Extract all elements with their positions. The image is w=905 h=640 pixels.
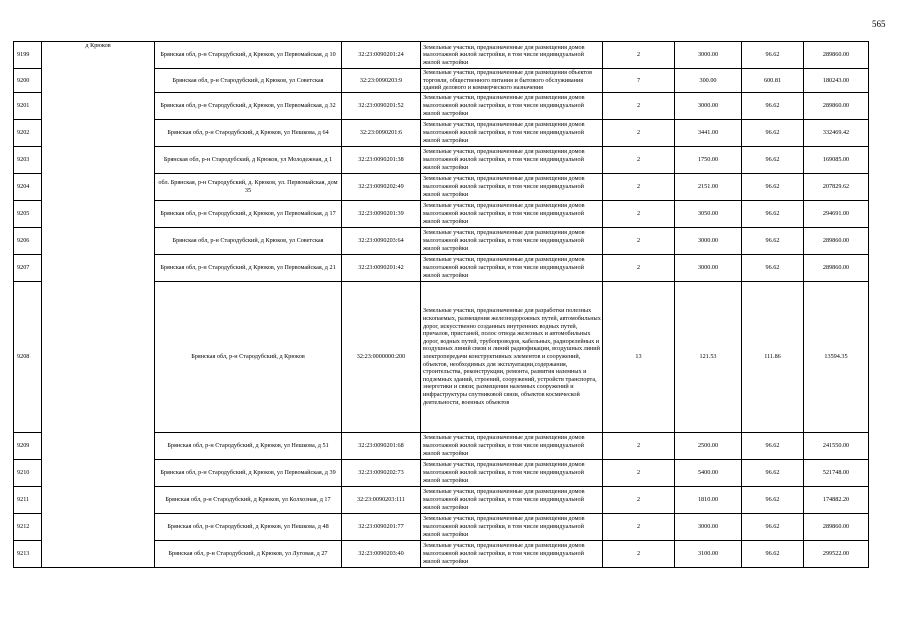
area-cell: 2151.00 (675, 173, 742, 200)
cadastral-value-cell: 332469.42 (804, 119, 869, 146)
row-number: 9213 (14, 540, 42, 567)
rate-cell: 96.62 (742, 146, 804, 173)
cadastral-value-cell: 169085.00 (804, 146, 869, 173)
land-purpose-cell: Земельные участки, предназначенные для размещения домов малоэтажной жилой застройки, в том числе индивидуальной жилой застройки (421, 486, 603, 513)
cadastral-number-cell: 32:23:0090201:77 (342, 513, 421, 540)
rate-cell: 96.62 (742, 227, 804, 254)
table-body (14, 42, 869, 568)
address-cell: Брянская обл, р-н Стародубский, д Крюков, ул Луговая, д 27 (155, 540, 342, 567)
rate-cell: 96.62 (742, 513, 804, 540)
area-cell: 3050.00 (675, 200, 742, 227)
cadastral-number-cell: 32:23:0090201:42 (342, 254, 421, 281)
cadastral-value-cell: 180243.00 (804, 69, 869, 93)
address-cell: Брянская обл, р-н Стародубский, д Крюков, ул Первомайская, д 32 (155, 92, 342, 119)
cadastral-number-cell: 32:23:0090201:38 (342, 146, 421, 173)
row-number: 9205 (14, 200, 42, 227)
rate-cell: 96.62 (742, 173, 804, 200)
land-purpose-cell: Земельные участки, предназначенные для размещения домов малоэтажной жилой застройки, в том числе индивидуальной жилой застройки (421, 92, 603, 119)
group-cell: 2 (603, 146, 675, 173)
land-purpose-cell: Земельные участки, предназначенные для размещения объектов торговли, общественного питания и бытового обслуживания зданий делового и коммерческого назначения (421, 69, 603, 93)
cadastral-value-cell: 289860.00 (804, 42, 869, 69)
land-purpose-cell: Земельные участки, предназначенные для размещения домов малоэтажной жилой застройки, в том числе индивидуальной жилой застройки (421, 432, 603, 459)
area-cell: 2500.00 (675, 432, 742, 459)
rate-cell: 96.62 (742, 42, 804, 69)
cadastral-number-cell: 32:23:0090201:39 (342, 200, 421, 227)
row-number: 9204 (14, 173, 42, 200)
cadastral-number-cell: 32:23:0090203:40 (342, 540, 421, 567)
area-cell: 3000.00 (675, 92, 742, 119)
cadastral-number-cell: 32:23:0000000:200 (342, 281, 421, 432)
cadastral-number-cell: 32:23:0090201:24 (342, 42, 421, 69)
row-number: 9200 (14, 69, 42, 93)
row-number: 9202 (14, 119, 42, 146)
cadastral-value-cell: 241550.00 (804, 432, 869, 459)
row-number: 9210 (14, 459, 42, 486)
rate-cell: 96.62 (742, 432, 804, 459)
group-cell: 13 (603, 281, 675, 432)
area-cell: 3000.00 (675, 227, 742, 254)
area-cell: 300.00 (675, 69, 742, 93)
group-cell: 2 (603, 119, 675, 146)
cadastral-value-cell: 289860.00 (804, 92, 869, 119)
group-cell: 2 (603, 513, 675, 540)
cadastral-value-cell: 294691.00 (804, 200, 869, 227)
cadastral-value-cell: 289860.00 (804, 254, 869, 281)
row-number: 9211 (14, 486, 42, 513)
cadastral-number-cell: 32:23:0090203:111 (342, 486, 421, 513)
land-purpose-cell: Земельные участки, предназначенные для размещения домов малоэтажной жилой застройки, в том числе индивидуальной жилой застройки (421, 540, 603, 567)
address-cell: Брянская обл, р-н Стародубский, д Крюков, ул Молодежная, д 1 (155, 146, 342, 173)
locality-cell: д Крюков (42, 42, 155, 568)
area-cell: 3000.00 (675, 42, 742, 69)
rate-cell: 96.62 (742, 254, 804, 281)
rate-cell: 96.62 (742, 486, 804, 513)
area-cell: 3100.00 (675, 540, 742, 567)
cadastral-value-cell: 13594.35 (804, 281, 869, 432)
cadastral-number-cell: 32:23:0090203:9 (342, 69, 421, 93)
rate-cell: 96.62 (742, 459, 804, 486)
group-cell: 2 (603, 42, 675, 69)
address-cell: Брянская обл, р-н Стародубский, д Крюков, ул Советская (155, 69, 342, 93)
group-cell: 7 (603, 69, 675, 93)
cadastral-number-cell: 32:23:0090202:49 (342, 173, 421, 200)
address-cell: Брянская обл, р-н Стародубский, д Крюков (155, 281, 342, 432)
land-purpose-cell: Земельные участки, предназначенные для размещения домов малоэтажной жилой застройки, в том числе индивидуальной жилой застройки (421, 173, 603, 200)
land-purpose-cell: Земельные участки, предназначенные для размещения домов малоэтажной жилой застройки, в том числе индивидуальной жилой застройки (421, 459, 603, 486)
area-cell: 3000.00 (675, 254, 742, 281)
area-cell: 1810.00 (675, 486, 742, 513)
row-number: 9199 (14, 42, 42, 69)
group-cell: 2 (603, 173, 675, 200)
row-number: 9209 (14, 432, 42, 459)
cadastral-number-cell: 32:23:0090203:64 (342, 227, 421, 254)
row-number: 9201 (14, 92, 42, 119)
address-cell: Брянская обл, р-н Стародубский, д Крюков, ул Нешкова, д 64 (155, 119, 342, 146)
cadastral-value-cell: 289860.00 (804, 513, 869, 540)
land-purpose-cell: Земельные участки, предназначенные для размещения домов малоэтажной жилой застройки, в том числе индивидуальной жилой застройки (421, 254, 603, 281)
cadastral-number-cell: 32:23:0090202:73 (342, 459, 421, 486)
rate-cell: 96.62 (742, 119, 804, 146)
page-number: 565 (872, 19, 886, 29)
group-cell: 2 (603, 459, 675, 486)
area-cell: 5400.00 (675, 459, 742, 486)
group-cell: 2 (603, 227, 675, 254)
row-number: 9203 (14, 146, 42, 173)
table-row (14, 42, 869, 69)
group-cell: 2 (603, 486, 675, 513)
cadastral-value-cell: 521748.00 (804, 459, 869, 486)
group-cell: 2 (603, 92, 675, 119)
rate-cell: 600.81 (742, 69, 804, 93)
address-cell: Брянская обл, р-н Стародубский, д Крюков, ул Первомайская, д 17 (155, 200, 342, 227)
group-cell: 2 (603, 432, 675, 459)
area-cell: 3441.00 (675, 119, 742, 146)
land-purpose-cell: Земельные участки, предназначенные для размещения домов малоэтажной жилой застройки, в том числе индивидуальной жилой застройки (421, 42, 603, 69)
land-purpose-cell: Земельные участки, предназначенные для размещения домов малоэтажной жилой застройки, в том числе индивидуальной жилой застройки (421, 227, 603, 254)
area-cell: 1750.00 (675, 146, 742, 173)
address-cell: Брянская обл, р-н Стародубский, д Крюков, ул Советская (155, 227, 342, 254)
row-number: 9208 (14, 281, 42, 432)
address-cell: Брянская обл, р-н Стародубский, д Крюков, ул Колхозная, д 17 (155, 486, 342, 513)
address-cell: Брянская обл, р-н Стародубский, д Крюков, ул Нешкова, д 51 (155, 432, 342, 459)
land-purpose-cell: Земельные участки, предназначенные для размещения домов малоэтажной жилой застройки, в том числе индивидуальной жилой застройки (421, 146, 603, 173)
address-cell: Брянская обл, р-н Стародубский, д Крюков, ул Первомайская, д 10 (155, 42, 342, 69)
land-plot-table (13, 41, 869, 568)
cadastral-value-cell: 207829.62 (804, 173, 869, 200)
cadastral-value-cell: 289860.00 (804, 227, 869, 254)
group-cell: 2 (603, 200, 675, 227)
address-cell: Брянская обл, р-н Стародубский, д Крюков, ул Нешкова, д 48 (155, 513, 342, 540)
row-number: 9212 (14, 513, 42, 540)
cadastral-number-cell: 32:23:0090201:68 (342, 432, 421, 459)
area-cell: 3000.00 (675, 513, 742, 540)
row-number: 9206 (14, 227, 42, 254)
address-cell: обл. Брянская, р-н Стародубский, д. Крюков, ул. Первомайская, дом 35 (155, 173, 342, 200)
group-cell: 2 (603, 540, 675, 567)
cadastral-number-cell: 32:23:0090201:52 (342, 92, 421, 119)
area-cell: 121.53 (675, 281, 742, 432)
cadastral-number-cell: 32:23:0090201:6 (342, 119, 421, 146)
rate-cell: 96.62 (742, 540, 804, 567)
land-purpose-cell: Земельные участки, предназначенные для размещения домов малоэтажной жилой застройки, в том числе индивидуальной жилой застройки (421, 513, 603, 540)
rate-cell: 96.62 (742, 200, 804, 227)
address-cell: Брянская обл, р-н Стародубский, д Крюков, ул Первомайская, д 21 (155, 254, 342, 281)
address-cell: Брянская обл, р-н Стародубский, д Крюков, ул Первомайская, д 39 (155, 459, 342, 486)
cadastral-value-cell: 299522.00 (804, 540, 869, 567)
land-purpose-cell: Земельные участки, предназначенные для размещения домов малоэтажной жилой застройки, в том числе индивидуальной жилой застройки (421, 119, 603, 146)
rate-cell: 111.86 (742, 281, 804, 432)
cadastral-value-cell: 174882.20 (804, 486, 869, 513)
row-number: 9207 (14, 254, 42, 281)
group-cell: 2 (603, 254, 675, 281)
rate-cell: 96.62 (742, 92, 804, 119)
land-purpose-cell: Земельные участки, предназначенные для размещения домов малоэтажной жилой застройки, в том числе индивидуальной жилой застройки (421, 200, 603, 227)
land-purpose-cell: Земельные участки, предназначенные для разработки полезных ископаемых, размещения железнодорожных путей, автомобильных дорог, искусственно созданных внутренних водных путей, причалов, пристаней, полос отвода железных и автомобильных дорог, водных путей, трубопроводов, кабельных, радиорелейных и воздушных линий связи и линий радиофикации, воздушных линий электропередачи конструктивных элементов и сооружений, объектов, необходимых для эксплуатации,содержания, строительства, реконструкции, ремонта, развития наземных и подземных зданий, строений, сооружений, устройств транспорта, энергетики и связи; размещения наземных сооружений и инфраструктуры спутниковой связи, объектов космической деятельности, военных объектов (421, 281, 603, 432)
